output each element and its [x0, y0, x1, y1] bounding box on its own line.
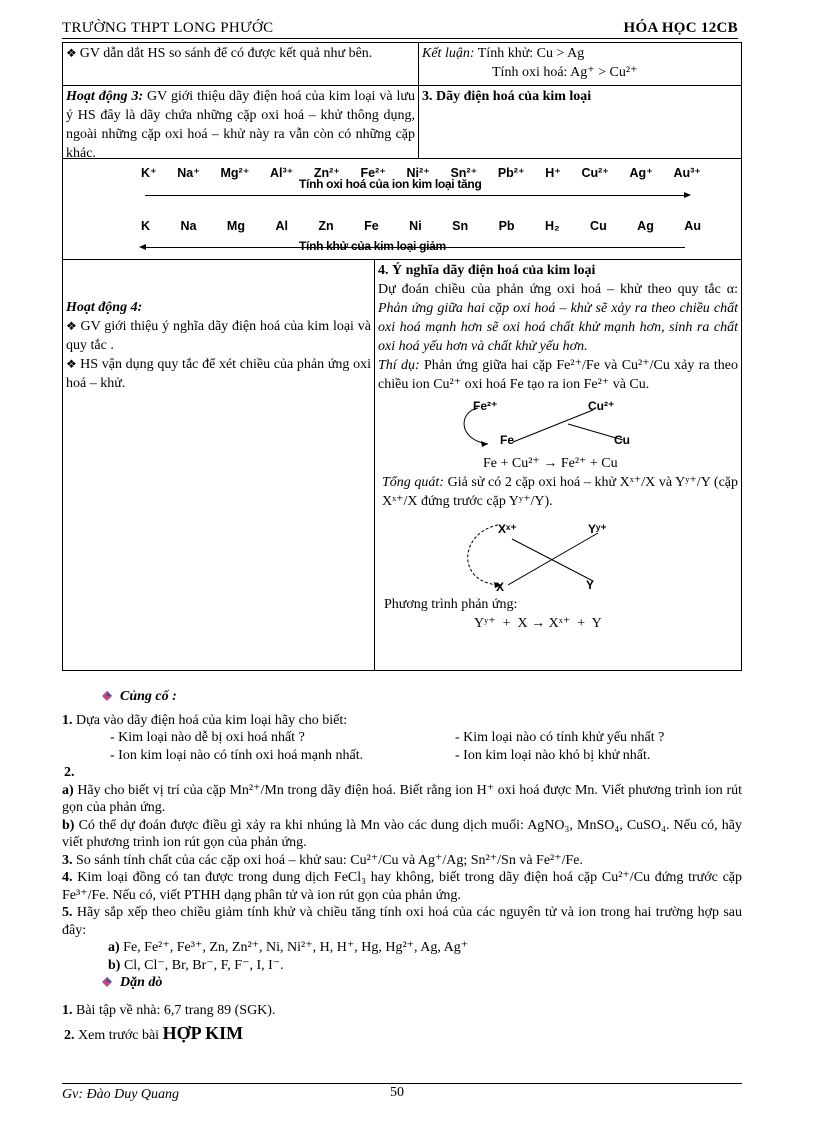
section4-title: 4. Ý nghĩa dãy điện hoá của kim loại [378, 263, 596, 278]
footer-rule [62, 1083, 742, 1084]
q5b: Cl, Cl⁻, Br, Br⁻, F, F⁻, I, I⁻. [123, 957, 284, 973]
ion-h: H⁺ [545, 166, 561, 180]
xy-diagram [438, 511, 738, 595]
ion-al: Al³⁺ [269, 166, 294, 180]
section3-title: 3. Dãy điện hoá của kim loại [422, 89, 592, 104]
q2a: Hãy cho biết vị trí của cặp Mn²⁺/Mn trong dãy điện hoá. Biết rằng ion H⁺ oxi hoá được Mn. Viết phương trình ion rút gọn của phản ứng. [62, 782, 742, 815]
q2b: Có thể dự đoán được điều gì xảy ra khi nhúng là Mn vào các dung dịch muối: AgNO₃, MnSO₄, CuSO₄. Nếu có, hãy viết phương trình ion rút gọn của phản ứng. [62, 817, 743, 850]
teacher-name: Gv: Đào Duy Quang [62, 1087, 180, 1102]
subject-name: HÓA HỌC 12CB [623, 20, 738, 36]
diamond-icon [102, 691, 112, 701]
d2-top-right: Yʸ⁺ [588, 522, 607, 536]
homework-2-topic: HỢP KIM [162, 1023, 244, 1043]
d1-bottom-right: Cu [614, 433, 630, 447]
lesson-table [62, 42, 742, 671]
bullet-icon [66, 319, 80, 334]
example-text: Phản ứng giữa hai cặp Fe²⁺/Fe và Cu²⁺/Cu xảy ra theo chiều ion Cu²⁺ oxi hoá Fe tạo ra ion Fe²⁺ và Cu. [378, 358, 738, 392]
ion-pb: Pb²⁺ [497, 166, 525, 180]
d1-bottom-left: Fe [500, 433, 515, 447]
conclusion-label: Kết luận: [422, 46, 475, 61]
metal-h2: H₂ [545, 219, 560, 233]
arrow-right-icon [145, 195, 685, 196]
oxidation-caption: Tính oxi hoá của ion kim loại tăng [299, 177, 482, 191]
ion-sn: Sn²⁺ [450, 166, 478, 180]
table-row [63, 260, 741, 670]
metal-pb: Pb [498, 219, 515, 233]
d2-bottom-right: Y [586, 578, 595, 592]
ion-ni: Ni²⁺ [406, 166, 430, 180]
q1d: - Ion kim loại nào khó bị khử nhất. [455, 747, 651, 763]
ion-fe: Fe²⁺ [360, 166, 386, 180]
q3: So sánh tính chất của các cặp oxi hoá – khử sau: Cu²⁺/Cu và Ag⁺/Ag; Sn²⁺/Sn và Fe²⁺/Fe. [76, 852, 584, 868]
equation-1: Fe + Cu²⁺ → Fe²⁺ + Cu [483, 456, 618, 471]
ion-k: K⁺ [141, 166, 157, 180]
metal-ag: Ag [637, 219, 654, 233]
general-text: Giả sử có 2 cặp oxi hoá – khử Xˣ⁺/X và Yʸ⁺/Y (cặp Xˣ⁺/X đứng trước cặp Yʸ⁺/Y). [382, 475, 738, 509]
activity4-b2: HS vận dụng quy tắc để xét chiều của phản ứng oxi hoá – khử. [66, 357, 371, 391]
q1b: - Kim loại nào có tính khử yếu nhất ? [455, 730, 665, 745]
ion-zn: Zn²⁺ [313, 166, 340, 180]
review-title: Củng cố : [120, 689, 177, 704]
bullet-icon [66, 357, 80, 372]
activity3-text: GV giới thiệu dãy điện hoá của kim loại và lưu ý HS đây là dãy chứa những cặp oxi hoá – khử thông dụng, ngoài những cặp oxi hoá – khử này ra vẫn còn có những cặp khác. [66, 89, 415, 161]
metal-k: K [141, 219, 151, 233]
activity4-b1: GV giới thiệu ý nghĩa dãy điện hoá của kim loại và quy tắc . [66, 319, 371, 353]
ion-au: Au³⁺ [673, 166, 701, 180]
q4: Kim loại đồng có tan được trong dung dịch FeCl₃ hay không, biết trong dãy điện hoá cặp Cu²⁺/Cu đứng trước cặp Fe³⁺/Fe. Nếu có, viết PTHH dạng phân tử và ion rút gọn của phản ứng. [62, 870, 743, 903]
ion-mg: Mg²⁺ [220, 166, 250, 180]
conclusion-line2: Tính oxi hoá: Ag⁺ > Cu²⁺ [492, 65, 638, 80]
metal-row [141, 219, 701, 233]
q1c: - Ion kim loại nào có tính oxi hoá mạnh nhất. [110, 747, 364, 763]
metal-cu: Cu [590, 219, 607, 233]
d1-top-right: Cu²⁺ [588, 399, 615, 413]
fe-cu-diagram [418, 394, 718, 454]
metal-fe: Fe [364, 219, 379, 233]
ion-ag: Ag⁺ [629, 166, 653, 180]
bullet-icon [66, 46, 80, 61]
general-label: Tổng quát: [382, 475, 444, 490]
row1-left-text: GV dẫn dắt HS so sánh để có được kết quả như bên. [79, 46, 373, 61]
rule-intro: Dự đoán chiều của phản ứng oxi hoá – khử theo quy tắc α: [378, 282, 738, 297]
equation-label: Phương trình phản ứng: [384, 597, 518, 612]
diamond-icon [102, 977, 112, 987]
d2-bottom-left: X [496, 580, 505, 594]
metal-mg: Mg [226, 219, 245, 233]
conclusion-line1: Tính khử: Cu > Ag [477, 46, 585, 61]
equation-2: Yʸ⁺ + X → Xˣ⁺ + Y [474, 616, 602, 631]
page-header [62, 18, 738, 39]
d1-top-left: Fe²⁺ [473, 399, 498, 413]
metal-au: Au [684, 219, 701, 233]
q5a: Fe, Fe²⁺, Fe³⁺, Zn, Zn²⁺, Ni, Ni²⁺, H, H⁺, Hg, Hg²⁺, Ag, Ag⁺ [123, 940, 469, 955]
homework-2: Xem trước bài [78, 1028, 160, 1043]
table-row [63, 86, 741, 159]
metal-ni: Ni [409, 219, 422, 233]
electrochemical-series [63, 159, 741, 260]
homework-1: Bài tập về nhà: 6,7 trang 89 (SGK). [76, 1002, 276, 1018]
reduction-caption: Tính khử của kim loại giảm [299, 239, 446, 253]
d2-top-left: Xˣ⁺ [498, 522, 517, 536]
q1a: - Kim loại nào dễ bị oxi hoá nhất ? [110, 730, 305, 745]
q5: Hãy sắp xếp theo chiều giảm tính khử và chiều tăng tính oxi hoá của các nguyên tử và ion trong hai trường hợp sau đây: [62, 905, 743, 938]
rule-text: Phản ứng giữa hai cặp oxi hoá – khử sẽ xảy ra theo chiều chất oxi hoá mạnh hơn sẽ oxi hoá chất khử mạnh hơn, sinh ra chất oxi hoá yếu hơn và chất khử yếu hơn. [378, 301, 738, 354]
activity4-label: Hoạt động 4: [66, 300, 143, 315]
metal-zn: Zn [318, 219, 334, 233]
metal-na: Na [180, 219, 197, 233]
review-section: Củng cố : 1. Dựa vào dãy điện hoá của kim loại hãy cho biết: - Kim loại nào dễ bị oxi hoá nhất ? - Kim loại nào có tính khử yếu nhất ? - Ion kim loại nào có tính oxi hoá mạnh nhất. - Ion kim loại nào khó bị khử nhất. 2. a) Hãy cho biết vị trí của cặp Mn²⁺/Mn trong dãy điện hoá. Biết rằng ion H⁺ oxi hoá được Mn. Viết phương trình ion rút gọn của phản ứng. b) Có thể dự đoán được điều gì xảy ra khi nhúng là Mn vào các dung dịch muối: AgNO₃, MnSO₄, CuSO₄. Nếu có, hãy viết phương trình ion rút gọn của phản ứng. 3. So sánh tính chất của các cặp oxi hoá – khử sau: Cu²⁺/Cu và Ag⁺/Ag; Sn²⁺/Sn và Fe²⁺/Fe. 4. Kim loại đồng có tan được trong dung dịch FeCl₃ hay không, biết trong dãy điện hoá cặp Cu²⁺/Cu đứng trước cặp Fe³⁺/Fe. Nếu có, viết PTHH dạng phân tử và ion rút gọn của phản ứng. 5. Hãy sắp xếp theo chiều giảm tính khử và chiều tăng tính oxi hoá của các nguyên tử và ion trong hai trường hợp sau đây: a) Fe, Fe²⁺, Fe³⁺, Zn, Zn²⁺, Ni, Ni²⁺, H, H⁺, Hg, Hg²⁺, Ag, Ag⁺ b) Cl, Cl⁻, Br, Br⁻, F, F⁻, I, I⁻. Dặn dò 1. Bài tập về nhà: 6,7 trang 89 (SGK). 2. Xem trước bài HỢP KIM [62, 689, 743, 1043]
page-number: 50 [390, 1085, 404, 1100]
metal-al: Al [275, 219, 288, 233]
q1: Dựa vào dãy điện hoá của kim loại hãy cho biết: [76, 712, 348, 728]
school-name: TRƯỜNG THPT LONG PHƯỚC [62, 20, 274, 36]
homework-title: Dặn dò [120, 975, 163, 990]
example-label: Thí dụ: [378, 358, 420, 373]
ion-na: Na⁺ [177, 166, 200, 180]
table-row [63, 43, 741, 86]
metal-sn: Sn [452, 219, 469, 233]
ion-cu: Cu²⁺ [581, 166, 609, 180]
activity3-label: Hoạt động 3: [66, 89, 144, 104]
